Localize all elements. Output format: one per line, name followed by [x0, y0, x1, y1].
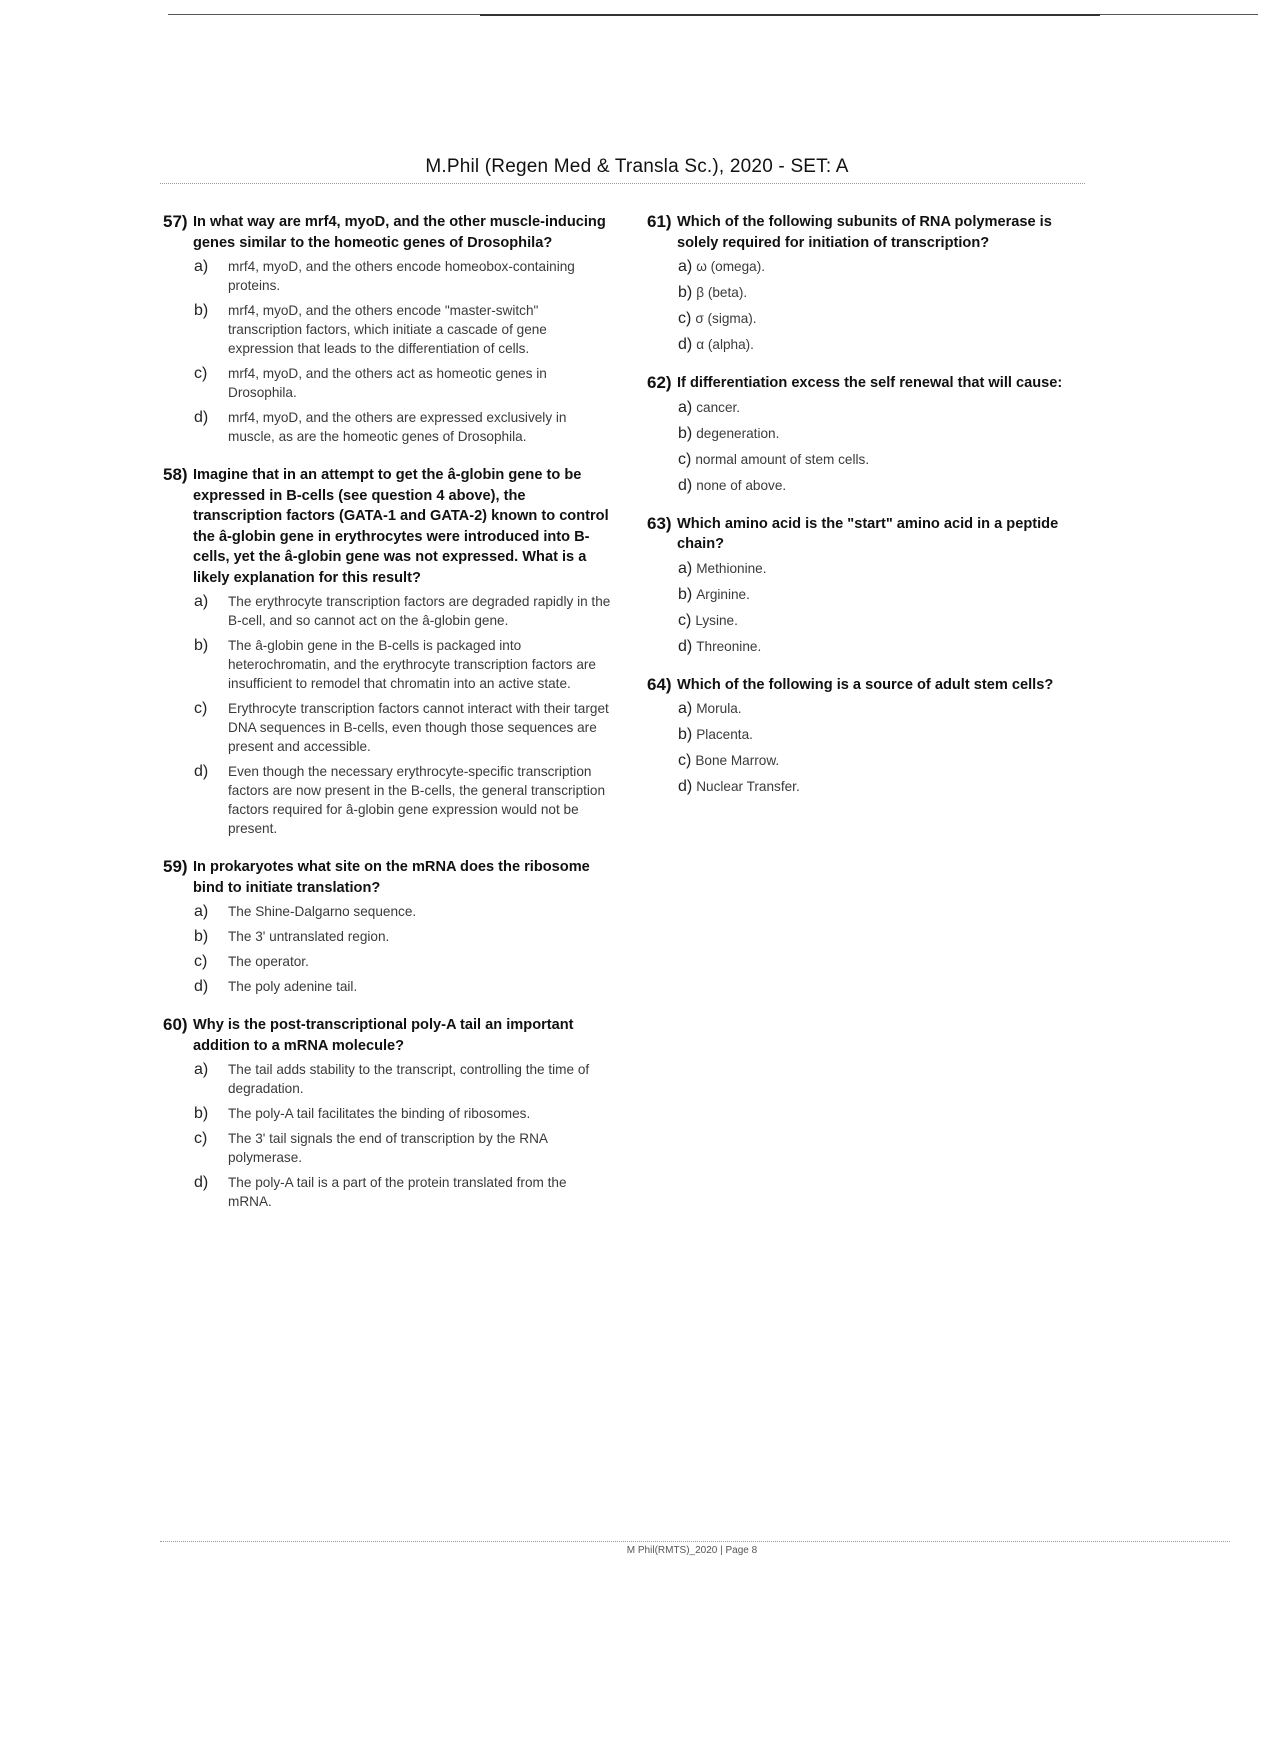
question-item — [647, 514, 1077, 656]
option-letter: a) — [194, 593, 209, 610]
option-text: degeneration. — [696, 425, 780, 441]
question-text: Which amino acid is the "start" amino acid in a peptide chain? — [677, 515, 1059, 552]
answer-option — [678, 699, 1077, 718]
page-title: M.Phil (Regen Med & Transla Sc.), 2020 - SET: A — [425, 156, 849, 177]
option-text: Even though the necessary erythrocyte-specific transcription factors are now present in the B-cells, the general transcription factors required for â-globin gene expression would not be present. — [228, 764, 606, 836]
option-text: mrf4, myoD, and the others encode "master-switch" transcription factors, which initiate a cascade of gene expression that leads to the differentiation of cells. — [228, 303, 547, 356]
answer-option — [678, 611, 1077, 630]
question-header — [163, 465, 613, 588]
option-letter: d) — [194, 409, 209, 426]
question-header — [647, 212, 1077, 253]
question-header — [647, 514, 1077, 555]
option-letter: d) — [678, 637, 693, 655]
question-number: 64) — [647, 674, 672, 694]
answer-option — [678, 450, 1077, 469]
answer-option — [678, 725, 1077, 744]
option-text: β (beta). — [696, 285, 748, 300]
option-text: mrf4, myoD, and the others encode homeobox-containing proteins. — [228, 259, 575, 293]
option-text: Erythrocyte transcription factors cannot interact with their target DNA sequences in B-cells, even though those sequences are present and accessible. — [228, 701, 609, 754]
option-letter: d) — [678, 336, 693, 353]
question-number: 62) — [647, 373, 672, 392]
option-list — [163, 1060, 613, 1211]
option-letter: c) — [194, 365, 208, 382]
option-text: The Shine-Dalgarno sequence. — [228, 904, 417, 919]
answer-option — [194, 1104, 613, 1123]
option-letter: d) — [194, 978, 209, 995]
answer-option — [194, 762, 613, 838]
option-text: The poly-A tail is a part of the protein translated from the mRNA. — [228, 1175, 567, 1209]
top-border-line-thick — [480, 14, 1100, 16]
option-letter: c) — [678, 611, 692, 629]
question-text: Which of the following subunits of RNA polymerase is solely required for initiation of transcription? — [677, 214, 1052, 251]
option-letter: a) — [678, 559, 693, 577]
option-list — [163, 902, 613, 996]
question-header — [647, 675, 1077, 696]
option-letter: b) — [194, 928, 209, 945]
right-column — [647, 212, 1077, 815]
question-number: 61) — [647, 212, 672, 231]
option-letter: b) — [194, 637, 209, 654]
option-text: The 3' tail signals the end of transcription by the RNA polymerase. — [228, 1131, 548, 1165]
option-text: Threonine. — [696, 638, 762, 654]
answer-option — [194, 699, 613, 756]
question-number: 60) — [163, 1015, 188, 1034]
option-text: cancer. — [696, 399, 741, 415]
option-letter: d) — [194, 1174, 209, 1191]
answer-option — [678, 559, 1077, 578]
question-number: 63) — [647, 513, 672, 533]
option-letter: c) — [678, 310, 692, 327]
question-item — [163, 1015, 613, 1211]
answer-option — [194, 1129, 613, 1167]
option-text: The poly adenine tail. — [228, 979, 358, 994]
option-text: none of above. — [696, 477, 787, 493]
question-item — [163, 212, 613, 446]
option-text: Methionine. — [696, 560, 767, 576]
option-text: The â-globin gene in the B-cells is packaged into heterochromatin, and the erythrocyte transcription factors are insufficient to remodel that chromatin into an active state. — [228, 638, 596, 691]
answer-option — [194, 952, 613, 971]
answer-option — [194, 257, 613, 295]
question-header — [647, 373, 1077, 394]
option-letter: b) — [678, 726, 693, 743]
option-text: Bone Marrow. — [695, 753, 780, 768]
question-item — [647, 373, 1077, 495]
option-letter: a) — [194, 258, 209, 275]
question-item — [647, 212, 1077, 354]
answer-option — [194, 408, 613, 446]
question-text: In prokaryotes what site on the mRNA does the ribosome bind to initiate translation? — [193, 859, 590, 896]
question-item — [647, 675, 1077, 797]
option-letter: b) — [194, 1105, 209, 1122]
answer-option — [678, 585, 1077, 604]
answer-option — [678, 751, 1077, 770]
option-text: ω (omega). — [696, 259, 766, 274]
question-item — [163, 465, 613, 838]
option-list — [647, 257, 1077, 354]
option-letter: b) — [678, 284, 693, 301]
option-letter: a) — [678, 398, 693, 416]
question-text: Which of the following is a source of adult stem cells? — [677, 676, 1054, 693]
option-text: The erythrocyte transcription factors are degraded rapidly in the B-cell, and so cannot act on the â-globin gene. — [228, 594, 611, 628]
option-letter: b) — [678, 585, 693, 603]
question-number: 59) — [163, 857, 188, 876]
option-letter: a) — [194, 903, 209, 920]
answer-option — [194, 927, 613, 946]
answer-option — [678, 257, 1077, 276]
footer-text: M Phil(RMTS)_2020 | Page 8 — [626, 1545, 758, 1556]
answer-option — [678, 637, 1077, 656]
option-letter: a) — [678, 258, 693, 275]
question-header — [163, 212, 613, 253]
question-number: 58) — [163, 465, 188, 484]
answer-option — [194, 364, 613, 402]
option-list — [647, 398, 1077, 495]
answer-option — [678, 283, 1077, 302]
option-letter: b) — [678, 424, 693, 442]
option-text: Nuclear Transfer. — [696, 779, 800, 794]
page-footer — [0, 1545, 1274, 1556]
question-header — [163, 1015, 613, 1056]
answer-option — [678, 476, 1077, 495]
header-divider — [160, 183, 1085, 184]
answer-option — [678, 398, 1077, 417]
question-item — [163, 857, 613, 996]
option-text: Lysine. — [695, 612, 738, 628]
option-text: The tail adds stability to the transcript, controlling the time of degradation. — [228, 1062, 590, 1096]
answer-option — [194, 592, 613, 630]
answer-option — [194, 636, 613, 693]
option-list — [647, 559, 1077, 656]
option-letter: c) — [194, 1130, 208, 1147]
question-text: In what way are mrf4, myoD, and the other muscle-inducing genes similar to the homeotic genes of Drosophila? — [193, 214, 606, 251]
option-letter: c) — [678, 752, 692, 769]
option-list — [647, 699, 1077, 796]
option-letter: a) — [194, 1061, 209, 1078]
option-text: mrf4, myoD, and the others are expressed exclusively in muscle, as are the homeotic genes of Drosophila. — [228, 410, 567, 444]
option-list — [163, 257, 613, 446]
question-text: Imagine that in an attempt to get the â-globin gene to be expressed in B-cells (see question 4 above), the transcription factors (GATA-1 and GATA-2) known to control the â-globin gene in erythrocytes were introduced into B-cells, yet the â-globin gene was not expressed. What is a likely explanation for this result? — [193, 467, 609, 586]
option-letter: c) — [194, 700, 208, 717]
question-text: Why is the post-transcriptional poly-A tail an important addition to a mRNA molecule? — [193, 1017, 574, 1054]
answer-option — [194, 1173, 613, 1211]
option-text: α (alpha). — [696, 337, 754, 352]
option-text: normal amount of stem cells. — [695, 451, 870, 467]
option-letter: c) — [194, 953, 208, 970]
answer-option — [194, 902, 613, 921]
option-text: mrf4, myoD, and the others act as homeotic genes in Drosophila. — [228, 366, 547, 400]
option-letter: a) — [678, 700, 693, 717]
option-text: Arginine. — [696, 586, 750, 602]
answer-option — [678, 309, 1077, 328]
answer-option — [678, 424, 1077, 443]
answer-option — [678, 777, 1077, 796]
option-letter: d) — [678, 476, 693, 494]
option-text: Placenta. — [696, 727, 753, 742]
option-text: The 3' untranslated region. — [228, 929, 390, 944]
option-text: Morula. — [696, 701, 742, 716]
question-text: If differentiation excess the self renewal that will cause: — [677, 375, 1063, 391]
left-column — [163, 212, 613, 1230]
option-text: σ (sigma). — [695, 311, 757, 326]
option-letter: d) — [678, 778, 693, 795]
answer-option — [194, 977, 613, 996]
option-letter: c) — [678, 450, 692, 468]
footer-divider — [160, 1541, 1230, 1542]
answer-option — [678, 335, 1077, 354]
option-list — [163, 592, 613, 838]
question-number: 57) — [163, 212, 188, 231]
answer-option — [194, 301, 613, 358]
option-text: The poly-A tail facilitates the binding of ribosomes. — [228, 1106, 531, 1121]
option-letter: d) — [194, 763, 209, 780]
option-letter: b) — [194, 302, 209, 319]
question-header — [163, 857, 613, 898]
answer-option — [194, 1060, 613, 1098]
option-text: The operator. — [228, 954, 309, 969]
